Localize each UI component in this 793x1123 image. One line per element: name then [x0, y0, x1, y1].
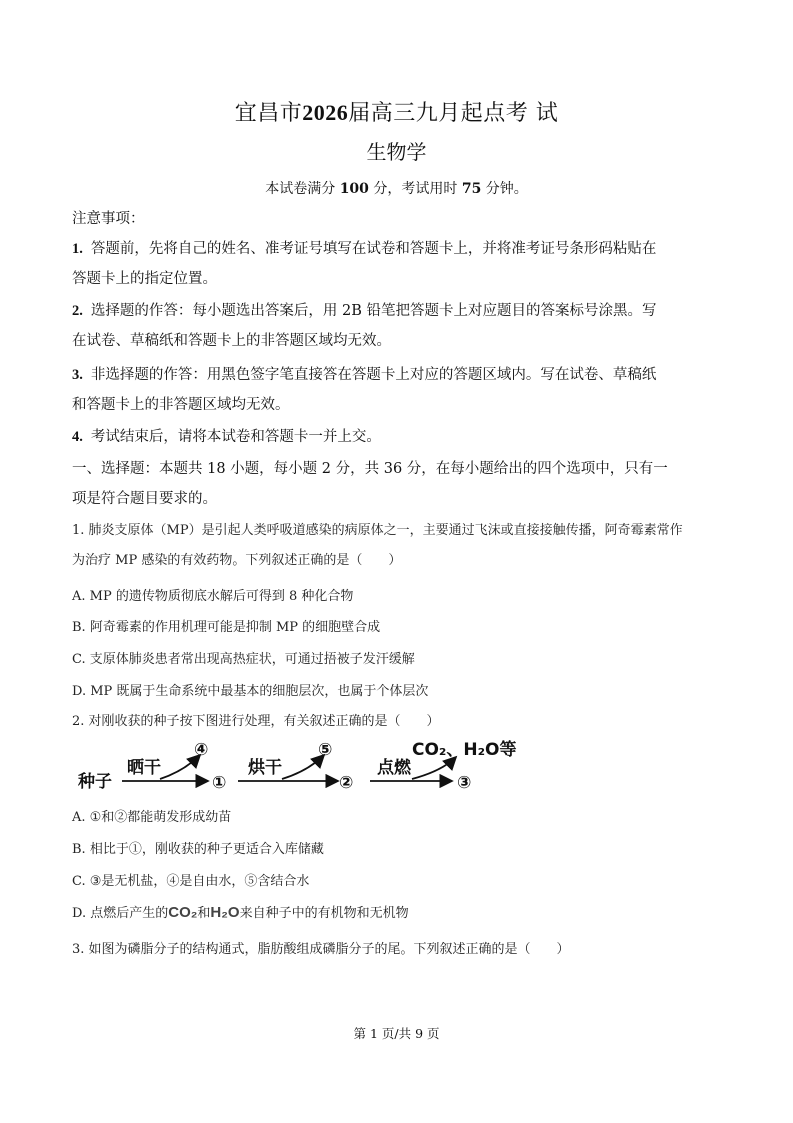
note-4: 4. 考试结束后，请将本试卷和答题卡一并上交。	[72, 429, 381, 445]
notes-heading: 注意事项：	[72, 211, 145, 227]
question-3-stem: 3. 如图为磷脂分子的结构通式，脂肪酸组成磷脂分子的尾。下列叙述正确的是（ ）	[72, 942, 570, 957]
section-heading: 一、选择题：本题共 18 小题，每小题 2 分，共 36 分，在每小题给出的四个选项中，只有一 项是符合题目要求的。	[72, 461, 668, 507]
question-2-stem: 2. 对刚收获的种子按下图进行处理，有关叙述正确的是（ ）	[72, 714, 440, 729]
question-1-option-b: B. 阿奇霉素的作用机理可能是抑制 MP 的细胞壁合成	[72, 620, 381, 635]
note-1: 1. 答题前，先将自己的姓名、准考证号填写在试卷和答题卡上，并将准考证号条形码粘贴在 答题卡上的指定位置。	[72, 241, 657, 287]
node-3: ③	[457, 773, 472, 793]
co2-formula: CO₂	[168, 904, 198, 921]
node-1: ①	[212, 773, 227, 793]
question-1-option-a: A. MP 的遗传物质彻底水解后可得到 8 种化合物	[72, 589, 354, 604]
branch-arrow-to-products	[412, 757, 456, 779]
question-1-option-d: D. MP 既属于生命系统中最基本的细胞层次，也属于个体层次	[72, 684, 429, 699]
question-2-option-a: A. ①和②都能萌发形成幼苗	[72, 810, 232, 825]
h2o-formula: H₂O	[210, 904, 240, 921]
products-label: CO₂、H₂O等	[412, 740, 517, 760]
ignite-label: 点燃	[377, 758, 411, 778]
exam-title: 宜昌市2026届高三九月起点考 试	[234, 100, 559, 126]
node-4: ④	[194, 740, 209, 760]
sun-dry-label: 晒干	[127, 758, 161, 778]
question-2-option-b: B. 相比于①，刚收获的种子更适合入库储藏	[72, 842, 324, 857]
note-2: 2. 选择题的作答：每小题选出答案后，用 2B 铅笔把答题卡上对应题目的答案标号涂黑。写 在试卷、草稿纸和答题卡上的非答题区域均无效。	[72, 303, 657, 349]
question-2-option-c: C. ③是无机盐，④是自由水，⑤含结合水	[72, 874, 310, 889]
seed-process-diagram	[72, 735, 542, 800]
node-2: ②	[339, 773, 354, 793]
node-5: ⑤	[318, 740, 333, 760]
bake-dry-label: 烘干	[248, 758, 282, 778]
note-3: 3. 非选择题的作答：用黑色签字笔直接答在答题卡上对应的答题区域内。写在试卷、草稿纸 和答题卡上的非答题区域均无效。	[72, 367, 657, 413]
page-footer: 第 1 页/共 9 页	[353, 1026, 440, 1041]
exam-subject: 生物学	[366, 140, 427, 164]
question-2-option-d: D. 点燃后产生的CO₂和H₂O来自种子中的有机物和无机物	[72, 904, 409, 921]
exam-info: 本试卷满分 100 分，考试用时 75 分钟。	[265, 181, 528, 197]
seed-label: 种子	[78, 772, 112, 792]
question-1-option-c: C. 支原体肺炎患者常出现高热症状，可通过捂被子发汗缓解	[72, 652, 415, 667]
question-1-stem: 1. 肺炎支原体（MP）是引起人类呼吸道感染的病原体之一，主要通过飞沫或直接接触传播，阿奇霉素常作 为治疗 MP 感染的有效药物。下列叙述正确的是（ ）	[72, 523, 683, 568]
